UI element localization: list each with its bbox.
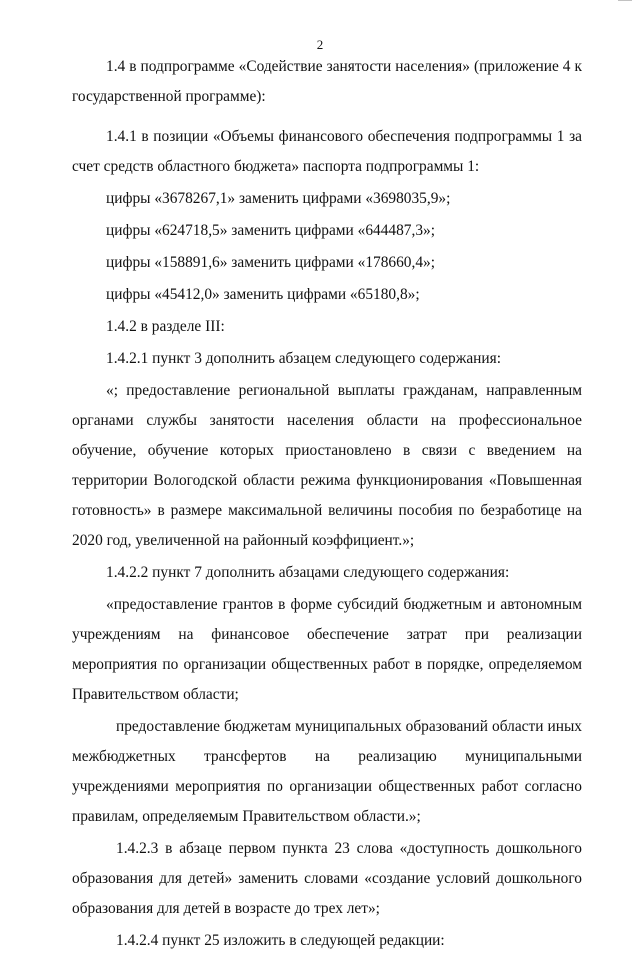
paragraph-1-4-1: 1.4.1 в позиции «Объемы финансового обеспечения подпрограммы 1 за счет средств областного бюджета» паспорта подпрограммы 1: <box>72 128 582 175</box>
scan-corner-mark <box>618 0 632 4</box>
figures-replacement-3: цифры «158891,6» заменить цифрами «178660,4»; <box>106 254 436 271</box>
page-number: 2 <box>316 37 324 52</box>
paragraph-1-4-2-3: 1.4.2.3 в абзаце первом пункта 23 слова «доступность дошкольного образования для детей» заменить словами «создание условий дошкольного образования для детей в возрасте до трех лет»; <box>72 840 582 917</box>
paragraph-1-4-2-1: 1.4.2.1 пункт 3 дополнить абзацем следующего содержания: <box>106 350 502 367</box>
paragraph-1-4-2-4: 1.4.2.4 пункт 25 изложить в следующей редакции: <box>116 932 445 949</box>
figures-replacement-1: цифры «3678267,1» заменить цифрами «3698035,9»; <box>106 190 451 207</box>
figures-replacement-2: цифры «624718,5» заменить цифрами «644487,3»; <box>106 222 436 239</box>
quoted-addition-3: предоставление бюджетам муниципальных образований области иных межбюджетных трансфертов на реализацию муниципальными учреждениями мероприятия по организации общественных работ согласно правилам, определяемым Правительством области.»; <box>72 718 582 825</box>
figures-replacement-4: цифры «45412,0» заменить цифрами «65180,8»; <box>106 286 420 303</box>
quoted-addition-2: «предоставление грантов в форме субсидий бюджетным и автономным учреждениям на финансовое обеспечение затрат при реализации мероприятия по организации общественных работ в порядке, определяемом Правительством области; <box>72 596 582 703</box>
paragraph-1-4: 1.4 в подпрограмме «Содействие занятости населения» (приложение 4 к государственной программе): <box>72 58 582 105</box>
quoted-addition-1: «; предоставление региональной выплаты гражданам, направленным органами службы занятости населения области на профессиональное обучение, обучение которых приостановлено в связи с введением на территории Вологодской области режима функционирования «Повышенная готовность» в размере максимальной величины пособия по безработице на 2020 год, увеличенной на районный коэффициент.»; <box>72 382 582 549</box>
paragraph-1-4-2-2: 1.4.2.2 пункт 7 дополнить абзацами следующего содержания: <box>106 564 510 581</box>
paragraph-1-4-2: 1.4.2 в разделе III: <box>106 318 225 335</box>
document-body <box>72 52 582 958</box>
